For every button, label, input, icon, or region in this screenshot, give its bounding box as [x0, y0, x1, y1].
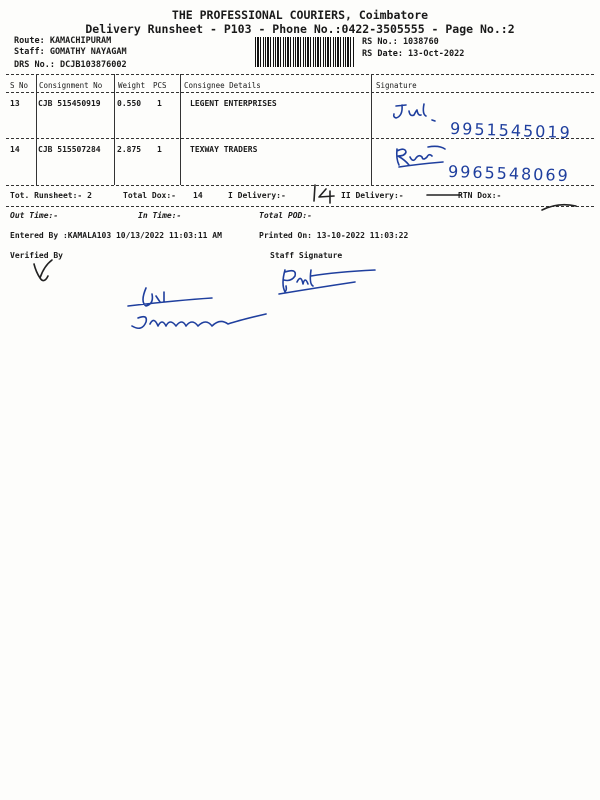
row-weight: 0.550	[117, 99, 142, 108]
col-divider	[114, 74, 115, 185]
col-header-pcs: PCS	[153, 81, 167, 90]
receiver-phone-handwritten: 9965548069	[447, 161, 571, 186]
staff-label: Staff: GOMATHY NAYAGAM	[14, 47, 127, 57]
barcode-image	[255, 37, 355, 67]
receiver-signature	[393, 143, 449, 171]
runsheet-subtitle: Delivery Runsheet - P103 - Phone No.:0422-3505555 - Page No.:2	[85, 22, 515, 36]
col-divider	[371, 74, 372, 185]
total-dox-label: Total Dox:-	[123, 191, 176, 200]
route-label: Route: KAMACHIPURAM	[14, 36, 112, 46]
row-consignee: LEGENT ENTERPRISES	[190, 99, 277, 108]
row-consignment-no: CJB 515450919	[38, 99, 101, 108]
row-consignment-no: CJB 515507284	[38, 145, 101, 154]
total-dox-value: 14	[193, 191, 203, 200]
rtn-dox-label: RTN Dox:-	[458, 191, 502, 200]
receiver-phone-handwritten: 9951545019	[449, 118, 573, 143]
margin-pen-mark	[540, 200, 580, 214]
row-sno: 14	[10, 145, 20, 154]
rs-number: RS No.: 1038760	[362, 37, 439, 47]
out-time-label: Out Time:-	[10, 211, 59, 220]
verified-by-label: Verified By	[10, 251, 63, 260]
staff-signature	[275, 262, 385, 298]
total-pod-label: Total POD:-	[259, 211, 312, 220]
col-header-weight: Weight	[118, 81, 146, 90]
in-time-label: In Time:-	[138, 211, 182, 220]
ii-delivery-label: II Delivery:-	[341, 191, 404, 200]
row-consignee: TEXWAY TRADERS	[190, 145, 258, 154]
row-pcs: 1	[157, 99, 162, 108]
col-header-signature: Signature	[376, 81, 417, 90]
col-header-consignment: Consignment No	[39, 81, 103, 90]
runsheet-company-title: THE PROFESSIONAL COURIERS, Coimbatore	[171, 8, 429, 22]
col-header-consignee: Consignee Details	[184, 81, 261, 90]
col-divider	[180, 74, 181, 185]
i-delivery-handwritten-mark	[308, 183, 343, 205]
supervisor-signature	[120, 280, 270, 340]
verifier-signature	[30, 258, 70, 286]
table-top-rule	[6, 74, 594, 75]
drs-number: DRS No.: DCJB103876002	[14, 60, 127, 70]
row-weight: 2.875	[117, 145, 142, 154]
entered-by: Entered By :KAMALA103 10/13/2022 11:03:11 AM	[10, 231, 222, 240]
i-delivery-label: I Delivery:-	[228, 191, 286, 200]
col-divider	[36, 74, 37, 185]
footer-rule	[6, 206, 594, 207]
receiver-signature	[392, 100, 442, 124]
printed-on: Printed On: 13-10-2022 11:03:22	[259, 231, 409, 240]
staff-signature-label: Staff Signature	[270, 251, 343, 260]
col-header-sno: S No	[10, 81, 29, 90]
total-runsheet: Tot. Runsheet:- 2	[10, 191, 92, 200]
row-sno: 13	[10, 99, 20, 108]
table-bottom-rule	[6, 185, 594, 186]
table-header-rule	[6, 92, 594, 93]
rs-date: RS Date: 13-Oct-2022	[362, 49, 465, 59]
row-pcs: 1	[157, 145, 162, 154]
